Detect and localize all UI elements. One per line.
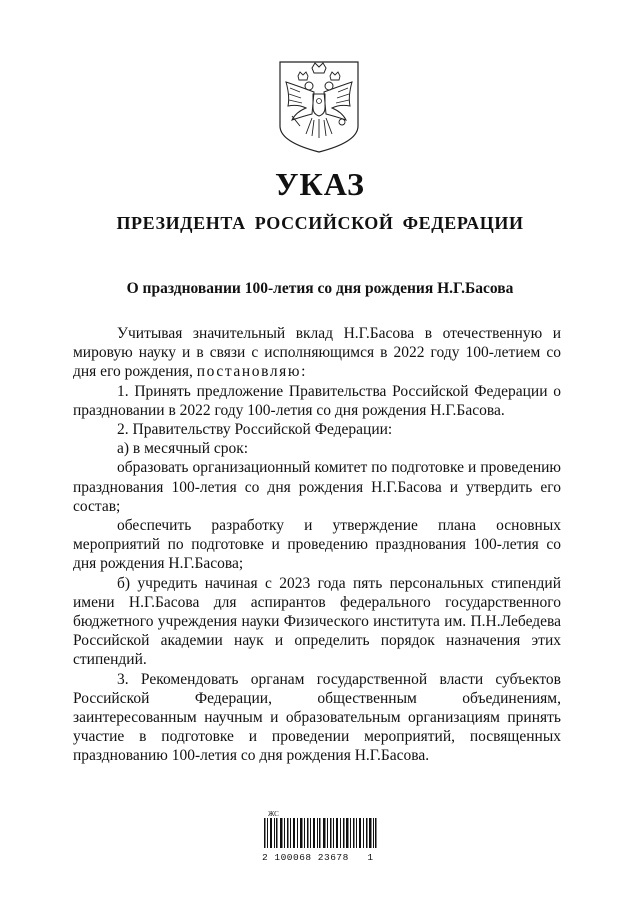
- item-2: 2. Правительству Российской Федерации:: [117, 421, 393, 439]
- document-title: УКАЗ: [275, 166, 365, 202]
- decree-word: постановляю:: [196, 363, 307, 381]
- item-2a-point-2: обеспечить разработку и утверждение плана основных мероприятий по подготовке и проведению празднования 100-летия со дня рождения Н.Г.Басова;: [73, 517, 561, 573]
- item-3: 3. Рекомендовать органам государственной власти субъектов Российской Федерации, общественным объединениям, заинтересованным научным и образовательным организациям принять участие в подготовке и проведении мероприятий, посвященных празднованию 100-летия со дня рождения Н.Г.Басова.: [73, 670, 561, 765]
- barcode: [262, 810, 378, 863]
- barcode-mark: ЖС: [268, 810, 279, 818]
- item-2b: б) учредить начиная с 2023 года пять персональных стипендий имени Н.Г.Басова для аспирантов федерального государственного бюджетного учреждения науки Физического института им. П.Н.Лебедева Российской академии наук и определить порядок назначения этих стипендий.: [73, 574, 561, 669]
- decree-heading: О праздновании 100-летия со дня рождения Н.Г.Басова: [126, 280, 514, 297]
- intro-text: Учитывая значительный вклад Н.Г.Басова в отечественную и мировую науку и в связи с исполняющимся в 2022 году 100-летием со дня его рождения,: [73, 325, 561, 381]
- document-subtitle: ПРЕЗИДЕНТА РОССИЙСКОЙ ФЕДЕРАЦИИ: [116, 213, 524, 233]
- barcode-bars-icon: [262, 818, 378, 848]
- intro-paragraph: [73, 324, 561, 382]
- item-1: 1. Принять предложение Правительства Российской Федерации о праздновании в 2022 году 100-летия со дня рождения Н.Г.Басова.: [73, 382, 561, 419]
- coat-of-arms-icon: [276, 56, 362, 154]
- item-2a-point-1: образовать организационный комитет по подготовке и проведению празднования 100-летия со дня рождения Н.Г.Басова и утвердить его состав;: [73, 459, 561, 515]
- decree-body: [73, 324, 561, 766]
- barcode-number: 2 100068 23678 1: [262, 852, 374, 863]
- item-2a: а) в месячный срок:: [117, 440, 249, 458]
